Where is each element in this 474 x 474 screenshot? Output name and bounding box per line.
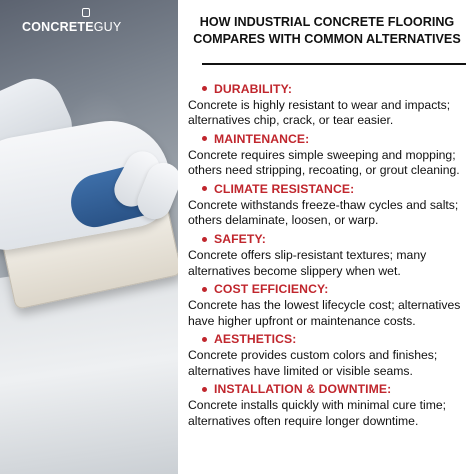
item-description: Concrete offers slip-resistant textures; many alternatives become slippery when wet. (188, 247, 427, 278)
bullet-icon (202, 186, 207, 191)
bullet-icon (202, 136, 207, 141)
list-item (186, 80, 474, 129)
list-item (186, 280, 474, 329)
item-heading-text: MAINTENANCE: (214, 131, 310, 146)
bullet-icon (202, 387, 207, 392)
item-heading-text: AESTHETICS: (214, 332, 297, 347)
brand-logo (22, 8, 121, 34)
logo-text-suffix: GUY (93, 20, 122, 34)
item-heading-text: DURABILITY: (214, 81, 293, 96)
bullet-icon (202, 287, 207, 292)
comparison-panel (178, 0, 474, 474)
logo-mark-icon (82, 8, 90, 17)
list-item (186, 381, 474, 430)
item-heading-text: COST EFFICIENCY: (214, 282, 329, 297)
list-item (186, 230, 474, 279)
item-heading-text: CLIMATE RESISTANCE: (214, 181, 355, 196)
item-heading-text: INSTALLATION & DOWNTIME: (214, 382, 392, 397)
item-description: Concrete installs quickly with minimal cure time; alternatives often require longer downtime. (188, 398, 447, 428)
item-description: Concrete provides custom colors and finishes; alternatives have limited or visible seams. (188, 347, 438, 378)
item-heading (186, 230, 474, 248)
bullet-icon (202, 337, 207, 342)
item-heading-text: SAFETY: (214, 232, 266, 247)
item-heading (186, 330, 474, 348)
item-description: Concrete withstands freeze-thaw cycles and salts; others delaminate, loosen, or warp. (188, 197, 459, 228)
comparison-list (186, 80, 474, 431)
item-heading (186, 80, 474, 98)
hero-photo (0, 0, 178, 474)
bullet-icon (202, 86, 207, 91)
list-item (186, 330, 474, 379)
item-heading (186, 180, 474, 198)
item-description: Concrete requires simple sweeping and mopping; others need stripping, recoating, or grout cleaning. (188, 147, 460, 178)
item-description: Concrete is highly resistant to wear and impacts; alternatives chip, crack, or tear easier. (188, 97, 451, 128)
item-heading (186, 130, 474, 148)
item-heading (186, 280, 474, 298)
logo-text-primary: CONCRETE (22, 20, 94, 34)
bullet-icon (202, 237, 207, 242)
list-item (186, 130, 474, 179)
item-heading (186, 381, 474, 399)
item-description: Concrete has the lowest lifecycle cost; alternatives have higher upfront or maintenance costs. (188, 297, 461, 328)
list-item (186, 180, 474, 229)
logo-text (22, 10, 121, 34)
page-title: HOW INDUSTRIAL CONCRETE FLOORING COMPARES WITH COMMON ALTERNATIVES (193, 15, 461, 46)
title-divider (202, 63, 466, 65)
